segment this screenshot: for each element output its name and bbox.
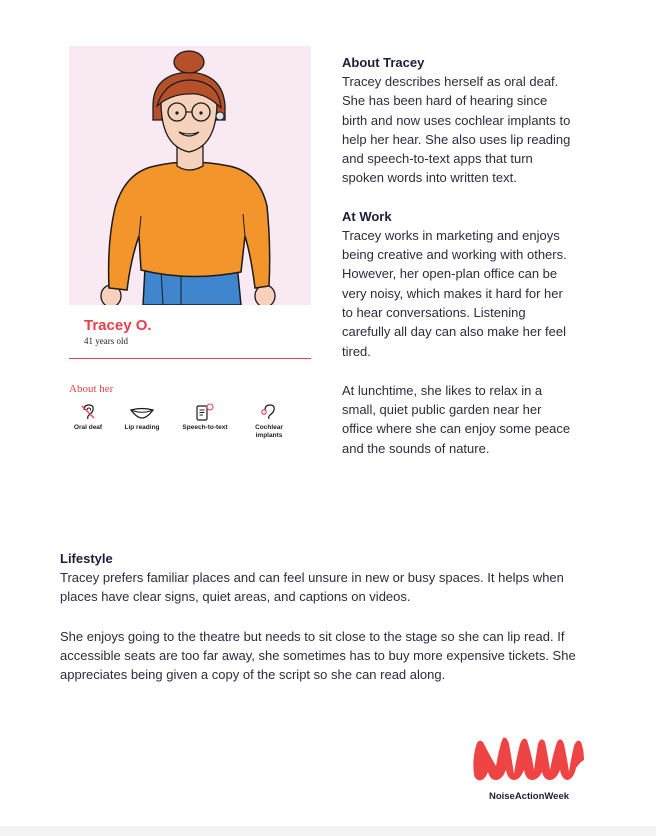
right-column bbox=[342, 54, 574, 458]
trait-speech-to-text bbox=[182, 403, 228, 432]
work-text-2: At lunchtime, she likes to relax in a small, quiet public garden near her office where she can enjoy some peace and the sounds of nature. bbox=[342, 382, 571, 456]
trait-label: Oral deaf bbox=[73, 424, 103, 431]
persona-name: Tracey O. bbox=[84, 317, 152, 334]
work-heading: At Work bbox=[342, 208, 392, 224]
trait-oral-deaf bbox=[65, 403, 111, 432]
naw-logo-icon bbox=[470, 730, 588, 786]
lifestyle-section bbox=[60, 550, 590, 684]
trait-label: Lip reading bbox=[124, 424, 160, 431]
trait-lip-reading bbox=[119, 403, 165, 432]
ear-icon bbox=[79, 403, 97, 421]
logo-mark bbox=[473, 738, 584, 781]
about-heading: About Tracey bbox=[342, 55, 425, 70]
trait-cochlear-implants bbox=[246, 403, 292, 440]
cochlear-implant-icon bbox=[260, 403, 278, 421]
divider bbox=[69, 358, 311, 359]
about-text: Tracey describes herself as oral deaf. She has been hard of hearing since birth and now uses cochlear implants to help her hear. She also uses lip reading and speech-to-text apps that turn spoken words into written text. bbox=[342, 74, 571, 186]
lifestyle-text-1: Tracey prefers familiar places and can feel unsure in new or busy spaces. It helps when places have clear signs, quiet areas, and captions on videos. bbox=[60, 570, 564, 605]
persona-age: 41 years old bbox=[84, 336, 128, 346]
work-text-1: Tracey works in marketing and enjoys being creative and working with others. However, her open-plan office can be very noisy, which makes it hard for her to hear conversations. Listening carefully all day can also make her feel tired. bbox=[342, 227, 567, 359]
trait-label: Speech-to-text bbox=[182, 424, 228, 431]
woman-illustration-icon bbox=[69, 46, 311, 305]
lifestyle-text-2: She enjoys going to the theatre but needs to sit close to the stage so she can lip read. If accessible seats are too far away, she sometimes has to buy more expensive tickets. She appreciates being given a copy of the script so she can read along. bbox=[60, 628, 576, 683]
lips-icon bbox=[129, 403, 155, 421]
noise-action-week-logo bbox=[470, 730, 588, 802]
trait-label: Cochlear implants bbox=[255, 424, 283, 439]
speech-to-text-icon bbox=[194, 403, 216, 421]
lifestyle-heading: Lifestyle bbox=[60, 551, 113, 566]
portrait-illustration bbox=[69, 46, 311, 305]
about-her-label: About her bbox=[69, 383, 114, 395]
logo-text: NoiseActionWeek bbox=[488, 791, 570, 802]
